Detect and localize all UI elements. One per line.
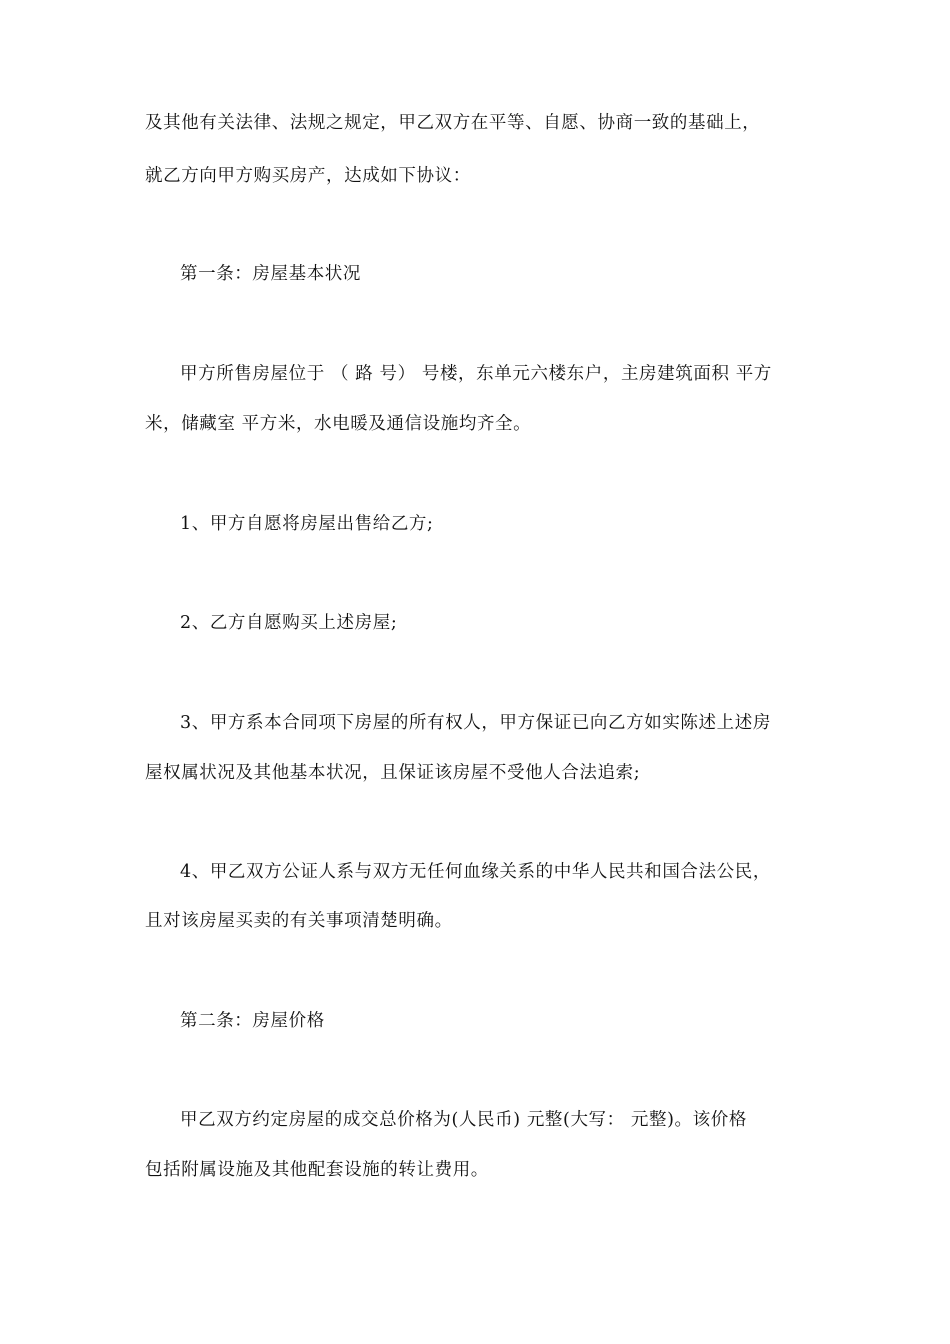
text-line: 屋权属状况及其他基本状况，且保证该房屋不受他人合法追索; bbox=[145, 763, 641, 783]
text-line: 且对该房屋买卖的有关事项清楚明确。 bbox=[145, 911, 453, 931]
text-line: 米，储藏室 平方米，水电暖及通信设施均齐全。 bbox=[145, 414, 532, 434]
section-heading: 第一条：房屋基本状况 bbox=[180, 264, 361, 284]
text-line: 及其他有关法律、法规之规定，甲乙双方在平等、自愿、协商一致的基础上， bbox=[145, 113, 761, 133]
section-heading: 第二条：房屋价格 bbox=[180, 1011, 325, 1031]
text-line: 甲乙双方约定房屋的成交总价格为(人民币) 元整(大写： 元整)。该价格 bbox=[180, 1110, 747, 1130]
text-line: 甲方所售房屋位于 （ 路 号） 号楼，东单元六楼东户，主房建筑面积 平方 bbox=[180, 364, 772, 384]
list-item: 1、甲方自愿将房屋出售给乙方; bbox=[180, 514, 434, 534]
text-line: 包括附属设施及其他配套设施的转让费用。 bbox=[145, 1160, 489, 1180]
text-line: 就乙方向甲方购买房产，达成如下协议： bbox=[145, 166, 471, 186]
list-item: 3、甲方系本合同项下房屋的所有权人，甲方保证已向乙方如实陈述上述房 bbox=[180, 713, 771, 733]
list-item: 4、甲乙双方公证人系与双方无任何血缘关系的中华人民共和国合法公民， bbox=[180, 862, 771, 882]
list-item: 2、乙方自愿购买上述房屋; bbox=[180, 613, 398, 633]
